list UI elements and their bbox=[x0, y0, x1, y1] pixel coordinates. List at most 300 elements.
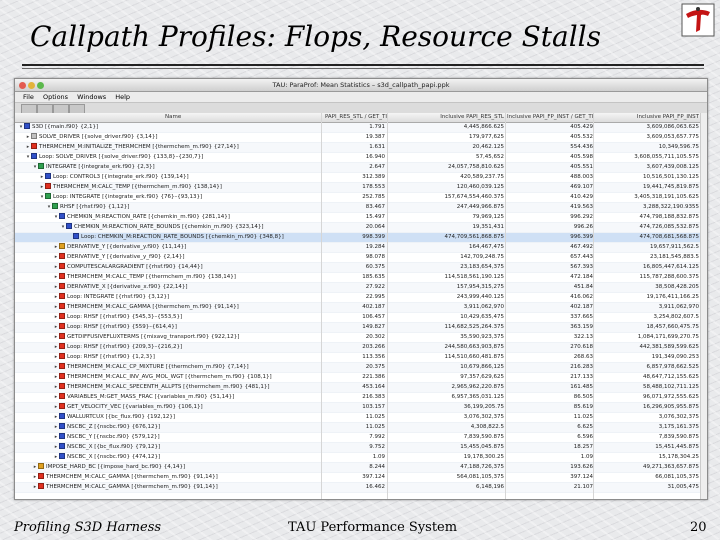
row-value-col-1: 998.399 bbox=[362, 234, 385, 240]
row-name: RHSF [{rhsf.f90} {1,12}] bbox=[60, 204, 130, 210]
row-name-cell bbox=[15, 423, 359, 432]
menu-options[interactable]: Options bbox=[42, 93, 69, 101]
toolbar-button[interactable] bbox=[37, 104, 53, 113]
window-titlebar bbox=[15, 79, 707, 92]
row-value-col-3: 410.429 bbox=[570, 194, 593, 200]
row-value-col-4: 19,657,911,562.5 bbox=[650, 244, 699, 250]
table-row[interactable] bbox=[15, 203, 707, 213]
row-value-col-4: 3,254,802,607.5 bbox=[653, 314, 699, 320]
row-name: S3D [{main.f90} {2,1}] bbox=[32, 124, 99, 130]
row-value-col-2: 120,460,039.125 bbox=[456, 184, 504, 190]
collapsed-node-icon[interactable]: ▸ bbox=[33, 474, 37, 480]
color-swatch-icon bbox=[59, 443, 65, 449]
row-value-col-1: 20.375 bbox=[365, 364, 385, 370]
row-name-cell bbox=[15, 303, 359, 312]
row-name: NSCBC_X [{bc_flux.f90} {79,12}] bbox=[67, 444, 161, 450]
row-name-cell bbox=[15, 413, 359, 422]
row-value-col-1: 27.922 bbox=[365, 284, 385, 290]
toolbar-button[interactable] bbox=[69, 104, 85, 113]
row-value-col-3: 405.429 bbox=[570, 124, 593, 130]
table-row[interactable] bbox=[15, 133, 707, 143]
row-name-cell bbox=[15, 213, 359, 222]
collapsed-node-icon[interactable]: ▸ bbox=[33, 484, 37, 490]
row-name-cell bbox=[15, 233, 373, 242]
row-value-col-3: 469.107 bbox=[570, 184, 593, 190]
page-number: 20 bbox=[690, 520, 707, 535]
row-value-col-3: 1.09 bbox=[580, 454, 593, 460]
table-row[interactable] bbox=[15, 433, 707, 443]
row-name: Loop: INTEGRATE [{rhsf.f90} {3,12}] bbox=[67, 294, 170, 300]
row-value-col-1: 83.467 bbox=[365, 204, 385, 210]
row-value-col-1: 19.387 bbox=[365, 134, 385, 140]
toolbar-button[interactable] bbox=[21, 104, 37, 113]
statistics-table bbox=[15, 113, 707, 493]
table-row[interactable] bbox=[15, 363, 707, 373]
row-value-col-3: 161.485 bbox=[570, 384, 593, 390]
row-value-col-3: 363.159 bbox=[570, 324, 593, 330]
row-name-cell bbox=[15, 143, 331, 152]
color-swatch-icon bbox=[31, 143, 37, 149]
table-row[interactable] bbox=[15, 413, 707, 423]
row-name-cell bbox=[15, 153, 331, 162]
color-swatch-icon bbox=[59, 323, 65, 329]
row-value-col-3: 337.665 bbox=[570, 314, 593, 320]
table-row[interactable] bbox=[15, 123, 707, 133]
row-name: COMPUTESCALARGRADIENT [{rhsf.f90} {14,44}] bbox=[67, 264, 203, 270]
row-name: CHEMKIN_M:REACTION_RATE_BOUNDS [{chemkin_m.f90} {323,14}] bbox=[74, 224, 264, 230]
color-swatch-icon bbox=[59, 243, 65, 249]
row-value-col-2: 157,674,554,460.375 bbox=[444, 194, 504, 200]
row-value-col-1: 98.078 bbox=[365, 254, 385, 260]
row-value-col-4: 3,288,322,190.9355 bbox=[643, 204, 699, 210]
collapsed-node-icon[interactable]: ▸ bbox=[54, 254, 58, 260]
collapsed-node-icon[interactable]: ▸ bbox=[40, 174, 44, 180]
color-swatch-icon bbox=[38, 463, 44, 469]
row-name-cell bbox=[15, 393, 359, 402]
row-value-col-3: 451.84 bbox=[573, 284, 593, 290]
row-value-col-3: 405.551 bbox=[570, 164, 593, 170]
row-value-col-1: 11.025 bbox=[365, 414, 385, 420]
row-value-col-3: 405.532 bbox=[570, 134, 593, 140]
table-row[interactable] bbox=[15, 183, 707, 193]
collapsed-node-icon[interactable]: ▸ bbox=[54, 384, 58, 390]
row-name: NSCBC_Z [{nscbc.f90} {676,12}] bbox=[67, 424, 161, 430]
row-name-cell bbox=[15, 333, 359, 342]
column-divider bbox=[321, 113, 322, 499]
color-swatch-icon bbox=[59, 303, 65, 309]
color-swatch-icon bbox=[59, 253, 65, 259]
row-value-col-2: 4,445,866.625 bbox=[463, 124, 504, 130]
table-row[interactable] bbox=[15, 333, 707, 343]
row-value-col-1: 16.462 bbox=[365, 484, 385, 490]
paraprof-window bbox=[14, 78, 708, 500]
window-title: TAU: ParaProf: Mean Statistics – s3d_callpath_papi.ppk bbox=[272, 81, 450, 89]
column-divider bbox=[505, 113, 506, 499]
row-name: VARIABLES_M:GET_MASS_FRAC [{variables_m.f90} {51,14}] bbox=[67, 394, 235, 400]
row-name-cell bbox=[15, 263, 359, 272]
row-value-col-3: 217.133 bbox=[570, 374, 593, 380]
table-body bbox=[15, 123, 707, 493]
row-name-cell bbox=[15, 133, 331, 142]
table-row[interactable] bbox=[15, 233, 707, 243]
collapsed-node-icon[interactable]: ▸ bbox=[54, 344, 58, 350]
color-swatch-icon bbox=[45, 173, 51, 179]
color-swatch-icon bbox=[45, 183, 51, 189]
row-value-col-4: 3,405,318,191,105.625 bbox=[634, 194, 699, 200]
table-row[interactable] bbox=[15, 393, 707, 403]
row-value-col-4: 7,839,590.875 bbox=[658, 434, 699, 440]
row-value-col-4: 31,005,475 bbox=[667, 484, 699, 490]
menu-help[interactable]: Help bbox=[115, 93, 131, 101]
row-name-cell bbox=[15, 313, 359, 322]
row-value-col-2: 23,183,654,375 bbox=[460, 264, 504, 270]
footer-left: Profiling S3D Harness bbox=[14, 520, 162, 535]
row-value-col-2: 6,957,365,031.125 bbox=[451, 394, 504, 400]
collapsed-node-icon[interactable]: ▸ bbox=[54, 434, 58, 440]
row-value-col-2: 179,977,625 bbox=[469, 134, 504, 140]
header-col-3[interactable]: Inclusive PAPI_FP_INST / GET_TI bbox=[507, 114, 593, 120]
row-value-col-4: 3,607,439,008.125 bbox=[646, 164, 699, 170]
row-name: THERMCHEM_M:CALC_GAMMA [{thermchem_m.f90} {91,14}] bbox=[46, 484, 218, 490]
row-value-col-1: 7.992 bbox=[369, 434, 385, 440]
row-value-col-1: 185.635 bbox=[362, 274, 385, 280]
row-value-col-1: 16.940 bbox=[365, 154, 385, 160]
row-value-col-4: 3,911,062,970 bbox=[658, 304, 699, 310]
row-name: CHEMKIN_M:REACTION_RATE [{chemkin_m.f90} {281,14}] bbox=[67, 214, 230, 220]
header-col-4[interactable]: Inclusive PAPI_FP_INST bbox=[636, 114, 699, 120]
row-name-cell bbox=[15, 403, 359, 412]
row-name: Loop: CONTROL3 [{integrate_erk.f90} {139,14}] bbox=[53, 174, 189, 180]
row-value-col-4: 3,609,053,657.775 bbox=[646, 134, 699, 140]
table-row[interactable] bbox=[15, 143, 707, 153]
color-swatch-icon bbox=[31, 153, 37, 159]
row-name: THERMCHEM_M:CALC_GAMMA [{thermchem_m.f90} {91,14}] bbox=[46, 474, 218, 480]
row-value-col-2: 157,954,315,275 bbox=[456, 284, 504, 290]
row-value-col-2: 97,357,629,625 bbox=[460, 374, 504, 380]
row-name: Loop: INTEGRATE [{integrate_erk.f90} {76}–{93,13}] bbox=[53, 194, 203, 200]
row-value-col-4: 474,798,188,832.875 bbox=[639, 214, 699, 220]
table-row[interactable] bbox=[15, 463, 707, 473]
row-name: THERMCHEM_M:INITIALIZE_THERMCHEM [{thermchem_m.f90} {27,14}] bbox=[39, 144, 239, 150]
toolbar-button[interactable] bbox=[53, 104, 69, 113]
row-value-col-4: 10,349,596.75 bbox=[658, 144, 699, 150]
row-value-col-3: 6.625 bbox=[577, 424, 593, 430]
expanded-node-icon[interactable]: ▾ bbox=[19, 124, 23, 130]
row-value-col-3: 567.393 bbox=[570, 264, 593, 270]
row-value-col-2: 20,462.125 bbox=[472, 144, 504, 150]
table-row[interactable] bbox=[15, 373, 707, 383]
row-name: Loop: CHEMKIN_M:REACTION_RATE_BOUNDS [{chemkin_m.f90} {348,8}] bbox=[81, 234, 284, 240]
row-name-cell bbox=[15, 223, 366, 232]
row-value-col-3: 419.563 bbox=[570, 204, 593, 210]
row-name: IMPOSE_HARD_BC [{impose_hard_bc.f90} {4,14}] bbox=[46, 464, 186, 470]
row-value-col-1: 453.164 bbox=[362, 384, 385, 390]
row-value-col-1: 1.791 bbox=[369, 124, 385, 130]
row-value-col-3: 193.626 bbox=[570, 464, 593, 470]
table-row[interactable] bbox=[15, 343, 707, 353]
color-swatch-icon bbox=[59, 263, 65, 269]
row-value-col-4: 18,457,660,475.75 bbox=[646, 324, 699, 330]
table-row[interactable] bbox=[15, 443, 707, 453]
row-value-col-3: 397.124 bbox=[570, 474, 593, 480]
collapsed-node-icon[interactable]: ▸ bbox=[54, 284, 58, 290]
table-row[interactable] bbox=[15, 483, 707, 493]
row-name: THERMCHEM_M:CALC_CP_MIXTURE [{thermchem_m.f90} {7,14}] bbox=[67, 364, 249, 370]
row-value-col-2: 24,057,758,810.625 bbox=[448, 164, 504, 170]
color-swatch-icon bbox=[45, 193, 51, 199]
row-value-col-1: 106.457 bbox=[362, 314, 385, 320]
table-row[interactable] bbox=[15, 253, 707, 263]
row-value-col-1: 20.302 bbox=[365, 334, 385, 340]
row-value-col-1: 216.383 bbox=[362, 394, 385, 400]
collapsed-node-icon[interactable]: ▸ bbox=[54, 374, 58, 380]
color-swatch-icon bbox=[59, 293, 65, 299]
collapsed-node-icon[interactable]: ▸ bbox=[54, 454, 58, 460]
table-row[interactable] bbox=[15, 273, 707, 283]
row-value-col-3: 18.257 bbox=[573, 444, 593, 450]
row-value-col-2: 57,45,652 bbox=[476, 154, 504, 160]
row-value-col-4: 3,608,055,711,105.575 bbox=[634, 154, 699, 160]
table-row[interactable] bbox=[15, 303, 707, 313]
row-value-col-2: 19,178,300.25 bbox=[463, 454, 504, 460]
header-col-2[interactable]: Inclusive PAPI_RES_STL bbox=[440, 114, 504, 120]
row-value-col-3: 996.292 bbox=[570, 214, 593, 220]
row-name-cell bbox=[15, 173, 345, 182]
collapsed-node-icon[interactable]: ▸ bbox=[40, 184, 44, 190]
row-value-col-4: 1,084,171,699,270.75 bbox=[637, 334, 699, 340]
row-name: DERIVATIVE_Y [{derivative_y.f90} {11,14}] bbox=[67, 244, 187, 250]
row-value-col-2: 3,076,302,375 bbox=[463, 414, 504, 420]
row-name: Loop: RHSF [{rhsf.f90} {559}–{614,4}] bbox=[67, 324, 177, 330]
row-value-col-2: 114,518,561,190.125 bbox=[444, 274, 504, 280]
collapsed-node-icon[interactable]: ▸ bbox=[54, 404, 58, 410]
table-row[interactable] bbox=[15, 263, 707, 273]
table-row[interactable] bbox=[15, 323, 707, 333]
color-swatch-icon bbox=[59, 413, 65, 419]
row-value-col-3: 554.436 bbox=[570, 144, 593, 150]
color-swatch-icon bbox=[66, 223, 72, 229]
expanded-node-icon[interactable]: ▾ bbox=[47, 204, 51, 210]
row-value-col-2: 47,188,726,375 bbox=[460, 464, 504, 470]
row-value-col-4: 38,508,428.205 bbox=[655, 284, 699, 290]
row-value-col-4: 16,805,447,614.125 bbox=[643, 264, 699, 270]
row-value-col-4: 191,349,090.253 bbox=[651, 354, 699, 360]
row-value-col-1: 312.389 bbox=[362, 174, 385, 180]
table-row[interactable] bbox=[15, 353, 707, 363]
collapsed-node-icon[interactable]: ▸ bbox=[54, 304, 58, 310]
table-row[interactable] bbox=[15, 473, 707, 483]
row-value-col-4: 3,609,086,063.625 bbox=[646, 124, 699, 130]
color-swatch-icon bbox=[59, 453, 65, 459]
table-row[interactable] bbox=[15, 193, 707, 203]
row-value-col-2: 243,999,440.125 bbox=[456, 294, 504, 300]
color-swatch-icon bbox=[38, 483, 44, 489]
collapsed-node-icon[interactable]: ▸ bbox=[54, 244, 58, 250]
row-value-col-2: 10,429,635,475 bbox=[460, 314, 504, 320]
expanded-node-icon[interactable]: ▾ bbox=[61, 224, 65, 230]
row-name: THERMCHEM_M:CALC_INV_AVG_MOL_WGT [{thermchem_m.f90} {108,1}] bbox=[67, 374, 272, 380]
row-value-col-3: 6.596 bbox=[577, 434, 593, 440]
collapsed-node-icon[interactable]: ▸ bbox=[54, 354, 58, 360]
collapsed-node-icon[interactable]: ▸ bbox=[54, 324, 58, 330]
collapsed-node-icon[interactable]: ▸ bbox=[54, 334, 58, 340]
expanded-node-icon[interactable]: ▾ bbox=[33, 164, 37, 170]
row-value-col-3: 657.443 bbox=[570, 254, 593, 260]
row-name-cell bbox=[15, 353, 359, 362]
row-value-col-2: 15,455,045.875 bbox=[460, 444, 504, 450]
collapsed-node-icon[interactable]: ▸ bbox=[26, 134, 30, 140]
row-name-cell bbox=[15, 243, 359, 252]
row-value-col-1: 178.553 bbox=[362, 184, 385, 190]
color-swatch-icon bbox=[59, 313, 65, 319]
row-name-cell bbox=[15, 383, 359, 392]
row-value-col-3: 996.399 bbox=[570, 234, 593, 240]
color-swatch-icon bbox=[59, 403, 65, 409]
row-value-col-4: 66,081,105,375 bbox=[655, 474, 699, 480]
row-value-col-2: 7,839,590.875 bbox=[463, 434, 504, 440]
header-col-1[interactable]: PAPI_RES_STL / GET_TI bbox=[324, 114, 387, 120]
table-row[interactable] bbox=[15, 403, 707, 413]
table-row[interactable] bbox=[15, 223, 707, 233]
collapsed-node-icon[interactable]: ▸ bbox=[54, 414, 58, 420]
table-row[interactable] bbox=[15, 313, 707, 323]
row-value-col-1: 103.157 bbox=[362, 404, 385, 410]
row-value-col-1: 2.647 bbox=[369, 164, 385, 170]
collapsed-node-icon[interactable]: ▸ bbox=[54, 444, 58, 450]
row-value-col-3: 467.492 bbox=[570, 244, 593, 250]
row-value-col-4: 96,071,972,555.625 bbox=[643, 394, 699, 400]
table-row[interactable] bbox=[15, 423, 707, 433]
row-value-col-3: 322.13 bbox=[573, 334, 593, 340]
menu-windows[interactable]: Windows bbox=[77, 93, 107, 101]
row-name-cell bbox=[15, 193, 345, 202]
color-swatch-icon bbox=[59, 273, 65, 279]
row-value-col-3: 21.107 bbox=[573, 484, 593, 490]
row-value-col-1: 221.386 bbox=[362, 374, 385, 380]
collapsed-node-icon[interactable]: ▸ bbox=[54, 424, 58, 430]
row-value-col-3: 416.062 bbox=[570, 294, 593, 300]
collapsed-node-icon[interactable]: ▸ bbox=[26, 144, 30, 150]
row-value-col-1: 9.752 bbox=[369, 444, 385, 450]
table-row[interactable] bbox=[15, 163, 707, 173]
row-value-col-4: 48,647,712,155.625 bbox=[643, 374, 699, 380]
tau-logo-icon bbox=[681, 3, 715, 37]
collapsed-node-icon[interactable]: ▸ bbox=[54, 364, 58, 370]
row-name: GET_VELOCITY_VEC [{variables_m.f90} {106,1}] bbox=[67, 404, 203, 410]
row-name-cell bbox=[15, 183, 345, 192]
table-row[interactable] bbox=[15, 243, 707, 253]
row-name: THERMCHEM_M:CALC_GAMMA [{thermchem_m.f90} {91,14}] bbox=[67, 304, 239, 310]
row-value-col-1: 15.497 bbox=[365, 214, 385, 220]
row-value-col-1: 402.187 bbox=[362, 304, 385, 310]
color-swatch-icon bbox=[52, 203, 58, 209]
color-swatch-icon bbox=[38, 163, 44, 169]
column-divider bbox=[387, 113, 388, 499]
menubar bbox=[15, 92, 707, 103]
row-value-col-1: 1.09 bbox=[372, 454, 385, 460]
row-value-col-2: 142,709,248.75 bbox=[460, 254, 504, 260]
collapsed-node-icon[interactable]: ▸ bbox=[54, 294, 58, 300]
row-name: WALLURTCUX [{bc_flux.f90} {192,12}] bbox=[67, 414, 176, 420]
color-swatch-icon bbox=[73, 233, 79, 239]
row-value-col-2: 2,965,962,220.875 bbox=[451, 384, 504, 390]
row-name-cell bbox=[15, 453, 359, 462]
expanded-node-icon[interactable]: ▾ bbox=[26, 154, 30, 160]
collapsed-node-icon[interactable]: ▸ bbox=[54, 394, 58, 400]
row-name: GETDIFFUSIVEFLUXTERMS [{mixavg_transport.f90} {922,12}] bbox=[67, 334, 240, 340]
menu-file[interactable]: File bbox=[23, 93, 34, 101]
row-name: NSCBC_X [{nscbc.f90} {474,12}] bbox=[67, 454, 161, 460]
row-name: Loop: SOLVE_DRIVER [{solve_driver.f90} {133,8}–{230,7}] bbox=[39, 154, 204, 160]
row-name: THERMCHEM_M:CALC_TEMP [{thermchem_m.f90} {138,14}] bbox=[53, 184, 222, 190]
row-name-cell bbox=[15, 293, 359, 302]
expanded-node-icon[interactable]: ▾ bbox=[40, 194, 44, 200]
row-value-col-4: 10,516,501,130.125 bbox=[643, 174, 699, 180]
row-name-cell bbox=[15, 203, 352, 212]
row-name: THERMCHEM_M:CALC_TEMP [{thermchem_m.f90} {138,14}] bbox=[67, 274, 236, 280]
row-value-col-3: 270.618 bbox=[570, 344, 593, 350]
row-value-col-1: 397.124 bbox=[362, 474, 385, 480]
row-value-col-2: 244,580,663,903,875 bbox=[444, 344, 504, 350]
vertical-scrollbar[interactable] bbox=[700, 113, 707, 499]
row-value-col-4: 19,176,411,166.25 bbox=[646, 294, 699, 300]
row-value-col-3: 268.63 bbox=[573, 354, 593, 360]
row-value-col-3: 11.025 bbox=[573, 414, 593, 420]
row-value-col-3: 472.184 bbox=[570, 274, 593, 280]
collapsed-node-icon[interactable]: ▸ bbox=[54, 314, 58, 320]
row-name: DERIVATIVE_X [{derivative_x.f90} {22,14}] bbox=[67, 284, 188, 290]
row-value-col-1: 60.375 bbox=[365, 264, 385, 270]
row-value-col-1: 22.995 bbox=[365, 294, 385, 300]
row-value-col-4: 16,296,905,955.875 bbox=[643, 404, 699, 410]
table-row[interactable] bbox=[15, 293, 707, 303]
table-row[interactable] bbox=[15, 213, 707, 223]
row-value-col-2: 420,589,237.75 bbox=[460, 174, 504, 180]
row-value-col-1: 1.631 bbox=[369, 144, 385, 150]
row-value-col-2: 4,308,822.5 bbox=[470, 424, 504, 430]
row-value-col-2: 6,148,196 bbox=[476, 484, 504, 490]
color-swatch-icon bbox=[59, 353, 65, 359]
expanded-node-icon[interactable]: ▾ bbox=[54, 214, 58, 220]
table-row[interactable] bbox=[15, 283, 707, 293]
table-row[interactable] bbox=[15, 173, 707, 183]
collapsed-node-icon[interactable]: ▸ bbox=[54, 274, 58, 280]
table-row[interactable] bbox=[15, 453, 707, 463]
row-value-col-2: 79,969,125 bbox=[472, 214, 504, 220]
table-row[interactable] bbox=[15, 153, 707, 163]
row-name-cell bbox=[15, 463, 338, 472]
row-value-col-4: 23,181,545,883.5 bbox=[650, 254, 699, 260]
color-swatch-icon bbox=[24, 123, 30, 129]
row-value-col-2: 35,590,923,375 bbox=[460, 334, 504, 340]
table-row[interactable] bbox=[15, 383, 707, 393]
color-swatch-icon bbox=[59, 373, 65, 379]
row-name: Loop: RHSF [{rhsf.f90} {545,3}–{553,5}] bbox=[67, 314, 183, 320]
header-name[interactable]: Name bbox=[165, 114, 182, 120]
collapsed-node-icon[interactable]: ▸ bbox=[54, 264, 58, 270]
collapsed-node-icon[interactable]: ▸ bbox=[33, 464, 37, 470]
color-swatch-icon bbox=[59, 383, 65, 389]
row-name-cell bbox=[15, 323, 359, 332]
row-name-cell bbox=[15, 473, 338, 482]
row-name-cell bbox=[15, 283, 359, 292]
row-value-col-2: 114,682,525,264.375 bbox=[444, 324, 504, 330]
row-name: NSCBC_Y [{nscbc.f90} {579,12}] bbox=[67, 434, 160, 440]
row-name: Loop: RHSF [{rhsf.f90} {209,3}–{216,2}] bbox=[67, 344, 183, 350]
row-value-col-1: 19.284 bbox=[365, 244, 385, 250]
row-value-col-1: 8.244 bbox=[369, 464, 385, 470]
row-name: INTEGRATE [{integrate_erk.f90} {2,3}] bbox=[46, 164, 155, 170]
